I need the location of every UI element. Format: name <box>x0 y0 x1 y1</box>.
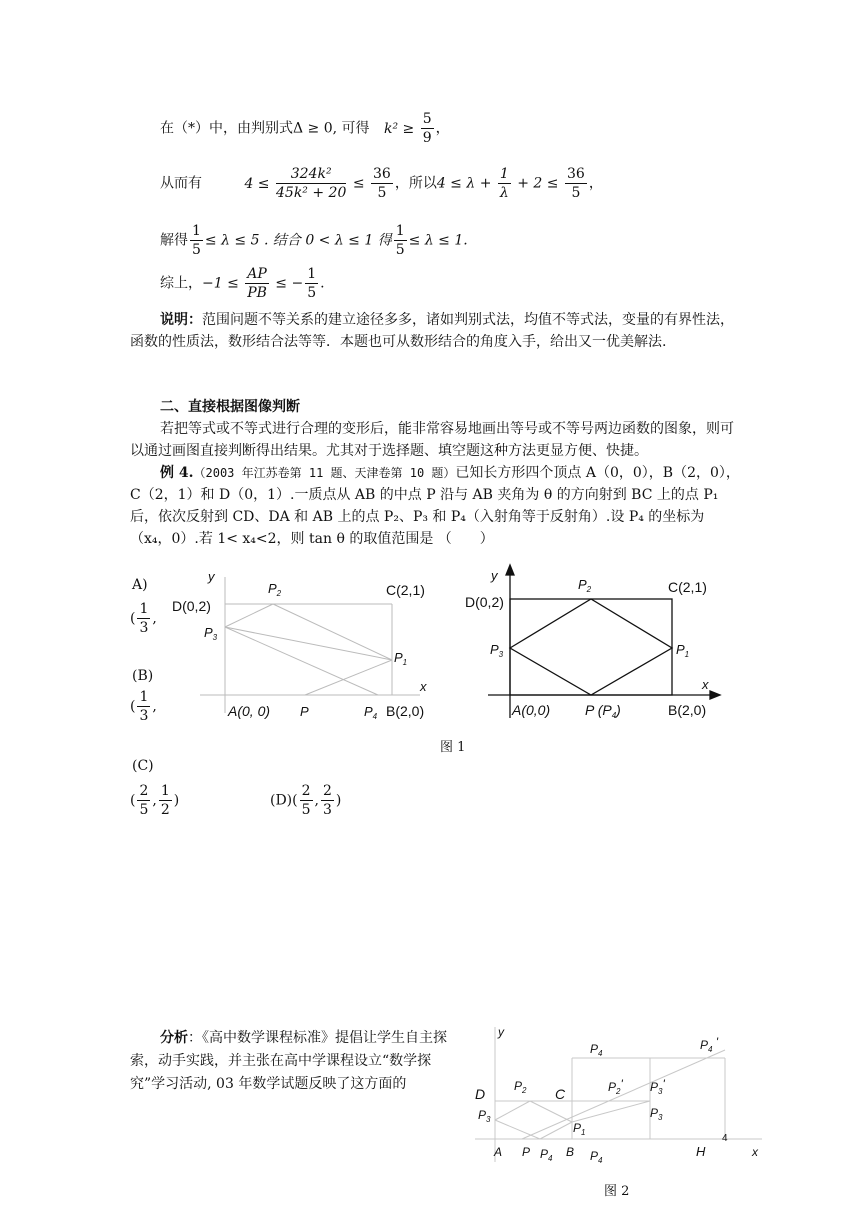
option-a-label: A) <box>132 577 148 593</box>
fraction-1-lambda: $\frac{1}{\lambda}$ <box>499 166 509 201</box>
fraction-1-5-c: $\frac{1}{5}$ <box>307 266 317 301</box>
fig1-left-p4: $P_4$ <box>364 704 378 721</box>
fig2-y-label: y <box>498 1025 504 1039</box>
fig1-left-b: B(2,0) <box>386 703 425 719</box>
fig2-p2: $P_2$ <box>514 1079 527 1095</box>
fig1-left-x-label: x <box>420 679 427 694</box>
fraction-324k2: $\frac{\text{324k²}}{\text{45k² + 20}}$ <box>276 166 347 201</box>
line-2 <box>160 165 603 202</box>
fig2-d: D <box>475 1086 486 1102</box>
fig2-b: B <box>566 1145 575 1159</box>
fig2-p3-prime: $P_3'$ <box>650 1077 665 1096</box>
fraction-1-5: $\frac{1}{5}$ <box>192 223 201 258</box>
note-label: 说明： <box>160 312 202 328</box>
figure-2-caption: 图 2 <box>604 1184 630 1199</box>
option-b-fraction: $\frac{1}{3}$ <box>139 689 149 724</box>
line-1-end: ， <box>435 120 450 137</box>
fig1-right-y-label: y <box>491 568 498 583</box>
fig2-a: A <box>494 1145 503 1159</box>
fig1-left-d: D(0,2) <box>172 598 211 614</box>
option-d: (D)( $\frac{2}{5}$ , $\frac{2}{3}$ ) <box>270 783 342 818</box>
analysis-text: ：《高中数学课程标准》提倡让学生自主探索，动手实践，并主张在高中学课程设立“数学探究”学习活动, 03 年数学试题反映了这方面的 <box>130 1030 447 1092</box>
line-4-mid: ≤ − <box>275 275 304 292</box>
fraction-36-5: $\frac{36}{5}$ <box>373 166 391 201</box>
example-4-text: 已知长方形四个顶点 A（0，0），B（2，0），C（2，1）和 D（0，1）.一质点从 AB 的中点 P 沿与 AB 夹角为 θ 的方向射到 BC 上的点 P₁ 后，依次反射到 CD、DA 和 AB 上的点 P₂、P₃ 和 P₄（入射角等于反射角）.设 P₄ 的坐标为（x₄，0）.若 1< x₄<2，则 tan θ 的取值范围是 （ ） <box>130 465 740 547</box>
fig1-left-p: P <box>300 704 309 719</box>
fig2-x-label: x <box>752 1145 758 1159</box>
line-4 <box>160 265 325 302</box>
fraction-ap-pb: $\frac{AP}{PB}$ <box>247 266 267 301</box>
option-a: ( $\frac{1}{3}$ , <box>130 601 157 636</box>
line-1 <box>160 110 450 147</box>
note-paragraph <box>130 309 740 353</box>
analysis-paragraph <box>130 1027 460 1096</box>
fig2-p4-a: $P_4$ <box>540 1147 553 1163</box>
fig1-right-x-label: x <box>702 677 709 692</box>
example-4-paragraph <box>130 462 740 550</box>
option-d-fraction-1: $\frac{2}{5}$ <box>301 783 311 818</box>
fig2-p4-c: $P_4$ <box>590 1042 603 1058</box>
option-d-fraction-2: $\frac{2}{3}$ <box>323 783 332 818</box>
option-c: ( $\frac{2}{5}$ , $\frac{1}{2}$ ) <box>130 783 180 818</box>
line-2-lhs: 4 ≤ <box>244 175 270 192</box>
fig1-right-a: A(0,0) <box>512 702 551 718</box>
section-heading: 二、直接根据图像判断 <box>160 399 300 415</box>
line-1-expr: k² ≥ <box>384 120 415 137</box>
example-4-source: （2003 年江苏卷第 11 题、天津卷第 10 题） <box>193 466 456 480</box>
option-c-fraction-1: $\frac{2}{5}$ <box>139 783 149 818</box>
fig1-right-p2: $P_2$ <box>578 577 592 594</box>
fig2-p2-prime: $P_2'$ <box>608 1077 623 1096</box>
line-1-text: 在（*）中，由判别式Δ ≥ 0, 可得 <box>160 120 370 137</box>
line-4-prefix: 综上， <box>160 275 202 292</box>
fig2-p4-prime: $P_4$ ' <box>700 1035 719 1054</box>
fig1-right-d: D(0,2) <box>465 594 504 610</box>
analysis-label: 分析 <box>160 1030 188 1046</box>
line-3-mid: ≤ λ ≤ 5 . 结合 0 < λ ≤ 1 得 <box>204 232 392 249</box>
line-2-prefix: 从而有 <box>160 175 202 192</box>
fraction-1-5-b: $\frac{1}{5}$ <box>395 223 405 258</box>
fig2-p3: $P_3$ <box>478 1108 491 1124</box>
line-4-end: . <box>320 275 325 292</box>
fig1-right-p3: $P_3$ <box>490 642 504 659</box>
line-2-end: ， <box>588 175 603 192</box>
fig2-p3-b: $P_3$ <box>650 1106 663 1122</box>
fig2-h: H <box>696 1144 706 1159</box>
figure-1-right <box>455 562 725 727</box>
fig1-right-p: P $(P_4)$ <box>585 702 621 720</box>
fig1-left-a: A(0, 0) <box>228 703 271 719</box>
fig2-c: C <box>555 1086 566 1102</box>
note-text: 范围问题不等关系的建立途径多多，诸如判别式法，均值不等式法，变量的有界性法，函数的性质法，数形结合法等等．本题也可从数形结合的角度入手，给出又一优美解法. <box>130 312 734 350</box>
fraction-36-5-b: $\frac{36}{5}$ <box>566 166 585 201</box>
option-b: ( $\frac{1}{3}$ , <box>130 689 157 724</box>
fig1-left-y-label: y <box>208 569 215 584</box>
option-a-tail: , <box>152 610 157 627</box>
option-b-label: (B) <box>132 668 154 684</box>
option-c-label: (C) <box>132 758 154 774</box>
fig1-left-p1: $P_1$ <box>394 650 408 667</box>
fig2-p: P <box>522 1145 531 1159</box>
figure-1-caption: 图 1 <box>440 740 466 755</box>
fig2-p4-b: $P_4$ <box>590 1149 603 1165</box>
fig1-left-p3: $P_3$ <box>204 625 218 642</box>
figure-1-left <box>160 565 450 725</box>
fig1-right-b: B(2,0) <box>668 702 707 718</box>
line-2-text: ，所以 <box>394 175 437 192</box>
option-d-label: (D) <box>270 792 293 809</box>
fraction-5-9: $\frac{5}{9}$ <box>422 111 432 146</box>
option-c-fraction-2: $\frac{1}{2}$ <box>160 783 170 818</box>
line-3-end: ≤ λ ≤ 1. <box>408 232 468 249</box>
example-4-label: 例 4. <box>160 465 194 481</box>
fig1-right-p1: $P_1$ <box>676 642 690 659</box>
line-2-mid: ≤ <box>352 175 365 192</box>
line-3 <box>160 222 468 259</box>
line-4-lhs: −1 ≤ <box>202 275 239 292</box>
figure-2 <box>470 1022 770 1167</box>
option-a-fraction: $\frac{1}{3}$ <box>139 601 149 636</box>
line-2-rhs2: + 2 ≤ <box>517 175 559 192</box>
fig1-left-p2: $P_2$ <box>268 581 282 598</box>
fig2-four: 4 <box>722 1133 728 1144</box>
fig2-p1: $P_1$ <box>573 1121 586 1137</box>
fig1-left-c: C(2,1) <box>386 582 425 598</box>
line-2-rhs: 4 ≤ λ + <box>436 175 492 192</box>
option-b-tail: , <box>152 698 157 715</box>
section-paragraph: 若把等式或不等式进行合理的变形后，能非常容易地画出等号或不等号两边函数的图象，则可以通过画图直接判断得出结果。尤其对于选择题、填空题这种方法更显方便、快捷。 <box>130 421 734 459</box>
fig1-right-c: C(2,1) <box>668 579 707 595</box>
line-3-prefix: 解得 <box>160 232 188 249</box>
